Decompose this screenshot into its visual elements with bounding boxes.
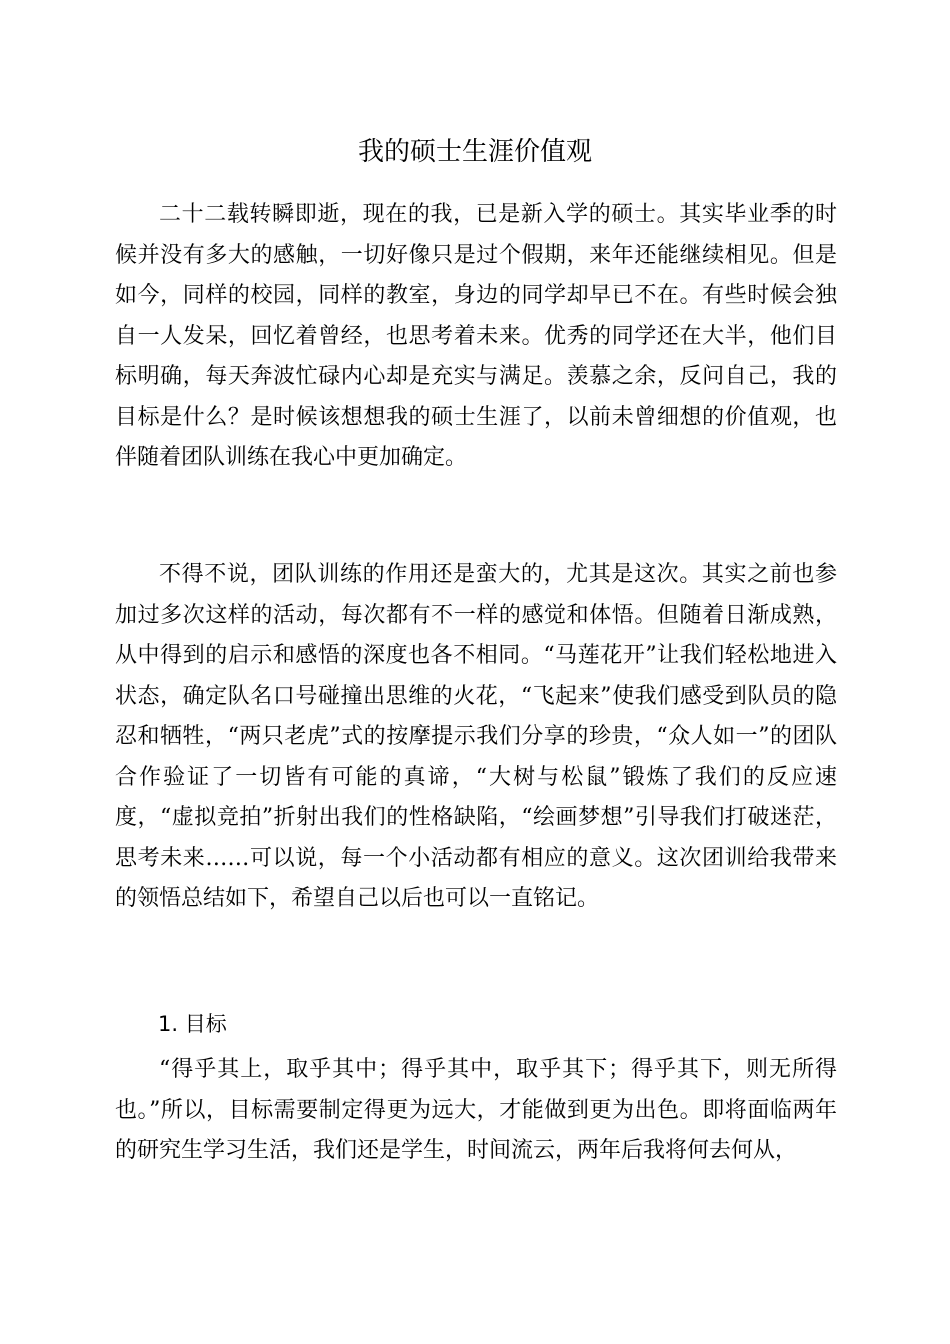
- paragraph-intro: 二十二载转瞬即逝，现在的我，已是新入学的硕士。其实毕业季的时候并没有多大的感触，一切好像只是过个假期，来年还能继续相见。但是如今，同样的校园，同样的教室，身边的同学却早已不在。有些时候会独自一人发呆，回忆着曾经，也思考着未来。优秀的同学还在大半，他们目标明确，每天奔波忙碌内心却是充实与满足。羡慕之余，反问自己，我的目标是什么？是时候该想想我的硕士生涯了，以前未曾细想的价值观，也伴随着团队训练在我心中更加确定。: [115, 202, 837, 470]
- paragraph-goal: “得乎其上，取乎其中；得乎其中，取乎其下；得乎其下，则无所得也。”所以，目标需要制定得更为远大，才能做到更为出色。即将面临两年的研究生学习生活，我们还是学生，时间流云，两年后我将何去何从，: [115, 1057, 837, 1163]
- section-heading-goal: 1. 目标: [158, 1012, 227, 1036]
- document-title: 我的硕士生涯价值观: [357, 137, 592, 167]
- paragraph-team-training: 不得不说，团队训练的作用还是蛮大的，尤其是这次。其实之前也参加过多次这样的活动，每次都有不一样的感觉和体悟。但随着日渐成熟，从中得到的启示和感悟的深度也各不相同。“马莲花开”让我们轻松地进入状态，确定队名口号碰撞出思维的火花，“飞起来”使我们感受到队员的隐忍和牺牲，“两只老虎”式的按摩提示我们分享的珍贵，“众人如一”的团队合作验证了一切皆有可能的真谛，“大树与松鼠”锻炼了我们的反应速度，“虚拟竞拍”折射出我们的性格缺陷，“绘画梦想”引导我们打破迷茫，思考未来……可以说，每一个小活动都有相应的意义。这次团训给我带来的领悟总结如下，希望自己以后也可以一直铭记。: [115, 562, 837, 911]
